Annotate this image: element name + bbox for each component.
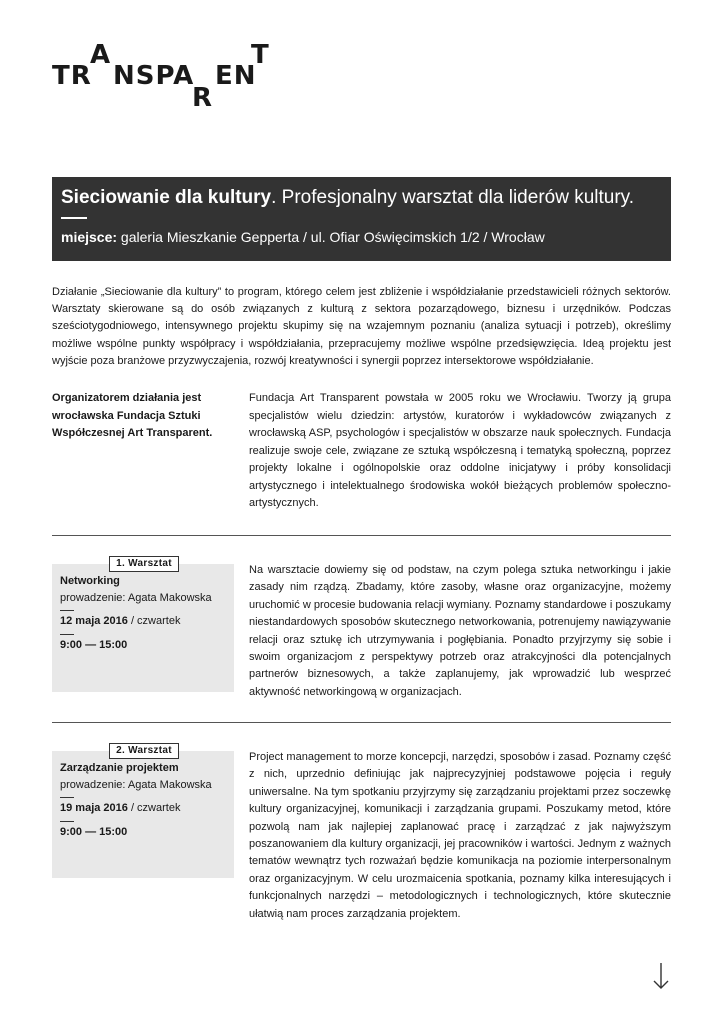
intro-paragraph: Działanie „Sieciowanie dla kultury” to program, którego celem jest zbliżenie i współdziałanie przedstawicieli różnych sektorów. Warsztaty skierowane są do osób związanych z kulturą z sektora pozarządowego, biznesu i urzędników. Podczas sześciotygodniowego, intensywnego projektu skupimy się na wzajemnym poznaniu (analiza sytuacji i potrzeb), określimy możliwe wspólne punkty współpracy i współdziałania, przepracujemy możliwe wspólne przedsięwzięcia. Ideą projektu jest wyjście poza branżowe przyzwyczajenia, rozwój kreatywności i synergii poprzez intersektorowe współdziałanie. — [52, 286, 671, 367]
logo-letter-a: A — [90, 40, 112, 70]
page-title — [61, 187, 634, 209]
divider — [52, 535, 671, 536]
workshop-title: Zarządzanie projektem — [60, 762, 179, 774]
header-divider — [61, 217, 87, 219]
workshop-day: / czwartek — [127, 802, 181, 814]
logo-part-en: EN — [215, 61, 257, 91]
workshop-date — [60, 613, 234, 630]
workshop-description: Project management to morze koncepcji, narzędzi, sposobów i zasad. Poznamy część z nich, uprzednio definiując jak najprecyzyjniej podstawowe pojęcia i reguły uniwersalne. Na tym spotkaniu przyjrzymy się zarządzaniu projektami przez soczewkę kultury organizacyjnej, komunikacji i zarządzania grupami. Poszukamy metod, które pozwolą nam jak najlepiej zaplanować pracę i zarządzać z jak najwyższym poszanowaniem dla kultury organizacji, jej pracowników i wartości. Jednym z ważnych tematów wewnątrz tych rozważań będzie komunikacja na poziomie interpersonalnym oraz organizacyjnym. W celu urozmaicenia spotkania, poznamy kilka interesujących i funkcjonalnych narzędzi – metodologicznych i technologicznych, które skutecznie ułatwią nam proces zarządzania projektem. — [249, 751, 671, 920]
workshop-time — [60, 637, 234, 654]
header-band — [52, 177, 671, 261]
venue-line — [61, 229, 545, 245]
workshop-lead: prowadzenie: Agata Makowska — [60, 591, 212, 604]
foundation-description: Fundacja Art Transparent powstała w 2005 roku we Wrocławiu. Tworzy ją grupa specjalistów wielu dziedzin: artystów, kuratorów i wykładowców związanych z wrocławską ASP, psychologów i specjalistów w obszarze nauk społecznych. Fundacja realizuje swoje cele, związane ze sztuką współczesną i tematyką społeczną, poprzez projekty lokalne i ogólnopolskie oraz oddolne inicjatywy i próby konsolidacji artystycznego i intelektualnego środowiska wokół bieżących problemów społeczno-artystycznych. — [249, 392, 671, 509]
logo-part-nspa: NSPA — [113, 61, 195, 91]
logo-letter-t-top: T — [251, 40, 270, 70]
workshop-badge: 2. Warsztat — [109, 743, 179, 759]
rule — [60, 610, 74, 611]
workshop-title: Networking — [60, 575, 120, 587]
workshop-lead: prowadzenie: Agata Makowska — [60, 778, 212, 791]
arrow-down-icon[interactable] — [652, 962, 670, 990]
divider — [52, 722, 671, 723]
workshop-time — [60, 824, 234, 841]
workshop-date-bold: 12 maja 2016 — [60, 615, 128, 627]
workshop-time-value: 9:00 — 15:00 — [60, 825, 128, 838]
title-bold: Sieciowanie dla kultury — [61, 187, 272, 208]
workshop-day: / czwartek — [127, 615, 181, 627]
workshop-time-value: 9:00 — 15:00 — [60, 638, 128, 651]
workshop-date — [60, 800, 234, 817]
rule — [60, 634, 74, 635]
logo-part-tr: TR — [52, 61, 92, 91]
rule — [60, 797, 74, 798]
venue-label: miejsce: — [61, 229, 118, 245]
workshop-info-box — [52, 564, 234, 692]
workshop-description: Na warsztacie dowiemy się od podstaw, na czym polega sztuka networkingu i jakie zasady nim rządzą. Zbadamy, które zasoby, własne oraz organizacyjne, możemy uruchomić w procesie budowania relacji wymiany. Poznamy standardowe i poszukamy niestandardowych sposobów skutecznego networkowania, potrenujemy nawiązywanie relacji oraz sztukę ich utrzymywania i pogłębiania. Ponadto przyjrzymy się sobie i swoim organizacjom z perspektywy potrzeb oraz atrakcyjności dla potencjalnych partnerów biznesowych, a także zaplanujemy, jak wprowadzić lub wesprzeć aktywność networkingową w organizacjach. — [249, 564, 671, 698]
organizer-note: Organizatorem działania jest wrocławska Fundacja Sztuki Współczesnej Art Transparent. — [52, 392, 213, 439]
workshop-info-box — [52, 751, 234, 878]
workshop-date-bold: 19 maja 2016 — [60, 802, 128, 814]
logo-letter-r: R — [192, 83, 214, 113]
workshop-badge: 1. Warsztat — [109, 556, 179, 572]
title-rest: . Profesjonalny warsztat dla liderów kultury. — [271, 187, 635, 208]
rule — [60, 821, 74, 822]
logo — [52, 40, 282, 120]
venue-value: galeria Mieszkanie Gepperta / ul. Ofiar Oświęcimskich 1/2 / Wrocław — [117, 229, 545, 245]
